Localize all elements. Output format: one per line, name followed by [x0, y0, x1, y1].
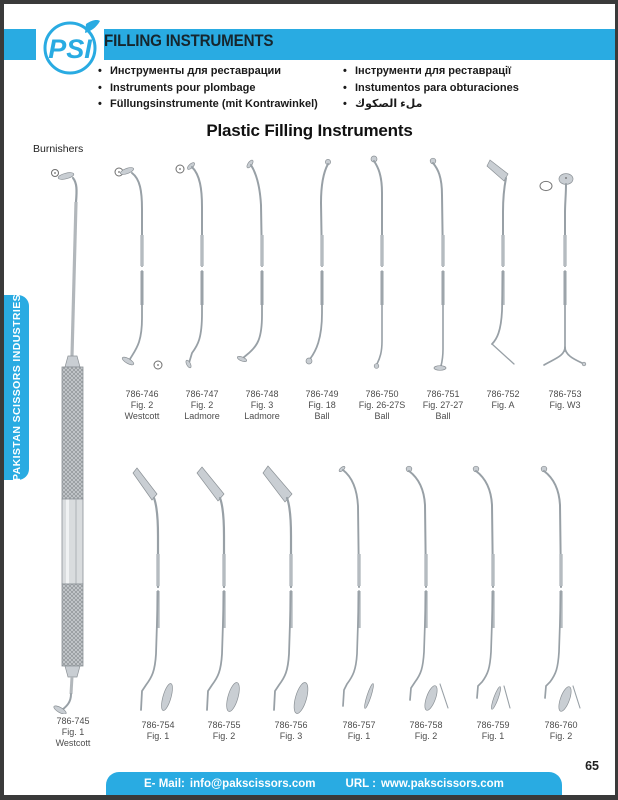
bullet-icon: • [343, 65, 347, 77]
psi-logo-icon [36, 15, 104, 81]
instrument-column-786-759 [457, 460, 529, 742]
bullet-icon: • [98, 65, 102, 77]
instrument-column-786-753 [532, 155, 598, 411]
instrument-name: Westcott [55, 738, 91, 748]
instrument-code: 786-753 [548, 389, 582, 399]
svg-text:PSI: PSI [48, 34, 92, 64]
instrument-code: 786-746 [125, 389, 159, 399]
instrument-name: Westcott [124, 411, 160, 421]
banner-title: FILLING INSTRUMENTS [104, 32, 274, 50]
instrument-name: Ball [374, 411, 390, 421]
instrument-code: 786-760 [544, 720, 578, 730]
instrument-name: Ball [435, 411, 451, 421]
instrument-image-786-752 [473, 155, 533, 387]
instrument-column-786-745 [35, 164, 111, 749]
instrument-code: 786-749 [305, 389, 339, 399]
instrument-image-786-756 [258, 460, 324, 718]
instrument-column-786-751 [410, 155, 476, 422]
instrument-fig: Fig. 1 [347, 731, 371, 741]
instrument-fig: Fig. 3 [250, 400, 274, 410]
sidebar-brand-tab [4, 295, 29, 480]
instrument-caption [548, 389, 581, 411]
instrument-fig: Fig. 2 [414, 731, 438, 741]
instrument-code: 786-747 [185, 389, 219, 399]
instrument-code: 786-748 [245, 389, 279, 399]
bullet-item [343, 96, 583, 113]
instrument-column-786-758 [390, 460, 462, 742]
psi-logo [36, 15, 104, 81]
bullet-icon: • [98, 98, 102, 110]
bullet-list-left [98, 63, 338, 113]
page-number: 65 [585, 759, 599, 773]
instrument-image-786-751 [413, 155, 473, 387]
instrument-caption [409, 720, 442, 742]
instrument-column-786-754 [122, 460, 194, 742]
instrument-fig: Fig. 2 [130, 400, 154, 410]
bullet-list-right [343, 63, 583, 113]
instrument-caption [342, 720, 375, 742]
instrument-image-786-760 [528, 460, 594, 718]
instrument-name: Ball [314, 411, 330, 421]
instrument-image-786-753 [535, 155, 595, 387]
bullet-text: Instruments pour plombage [110, 81, 256, 94]
instrument-caption [476, 720, 509, 742]
instrument-image-786-748 [232, 155, 292, 387]
instrument-fig: Fig. 26-27S [358, 400, 406, 410]
instrument-fig: Fig. 1 [481, 731, 505, 741]
instrument-fig: Fig. A [491, 400, 515, 410]
instrument-column-786-755 [188, 460, 260, 742]
instrument-image-786-754 [125, 460, 191, 718]
instrument-fig: Fig. 1 [61, 727, 85, 737]
bullet-item [98, 80, 338, 97]
instrument-caption [305, 389, 338, 422]
footer-email-label: E- Mail: [144, 777, 185, 790]
instrument-caption [359, 389, 406, 422]
instrument-fig: Fig. 2 [212, 731, 236, 741]
page-title: Plastic Filling Instruments [206, 121, 413, 140]
instrument-column-786-756 [255, 460, 327, 742]
bullet-text: Füllungsinstrumente (mit Kontrawinkel) [110, 98, 318, 110]
footer-email [144, 778, 316, 790]
instrument-image-786-755 [191, 460, 257, 718]
instrument-image-786-758 [393, 460, 459, 718]
instrument-caption [423, 389, 464, 422]
instrument-image-786-750 [352, 155, 412, 387]
instrument-fig: Fig. 1 [146, 731, 170, 741]
instrument-caption [244, 389, 280, 422]
instrument-code: 786-745 [56, 716, 90, 726]
instrument-fig: Fig. 3 [279, 731, 303, 741]
instrument-code: 786-757 [342, 720, 376, 730]
instrument-caption [56, 716, 91, 749]
footer-url-label: URL : [345, 777, 376, 790]
bullet-text: Інструменти для реставрації [355, 65, 512, 77]
instrument-image-786-746 [112, 155, 172, 387]
instrument-caption [207, 720, 240, 742]
bullet-icon: • [343, 98, 347, 110]
bullet-text: ملء الصكوك [355, 98, 423, 110]
instrument-code: 786-750 [365, 389, 399, 399]
footer-url-link[interactable]: www.pakscissors.com [380, 777, 504, 790]
instrument-caption [125, 389, 160, 422]
instrument-caption [141, 720, 174, 742]
footer-banner [106, 772, 562, 795]
instrument-column-786-749 [289, 155, 355, 422]
catalog-page [4, 4, 615, 795]
instrument-column-786-752 [470, 155, 536, 411]
instrument-name: Ladmore [244, 411, 280, 421]
instrument-fig: Fig. W3 [549, 400, 581, 410]
instrument-caption [486, 389, 519, 411]
instrument-image-786-759 [460, 460, 526, 718]
bullet-item [98, 96, 338, 113]
instrument-fig: Fig. 2 [549, 731, 573, 741]
instrument-column-786-746 [109, 155, 175, 422]
bullet-text: Instumentos para obturaciones [355, 81, 519, 94]
instrument-caption [184, 389, 220, 422]
instrument-code: 786-755 [207, 720, 241, 730]
sidebar-brand-label: PAKISTAN SCISSORS INDUSTRIES [10, 294, 23, 481]
instrument-code: 786-756 [274, 720, 308, 730]
bullet-text: Инструменты для реставрации [110, 65, 281, 77]
bullet-item [98, 63, 338, 80]
instrument-name: Ladmore [184, 411, 220, 421]
instrument-code: 786-758 [409, 720, 443, 730]
instrument-fig: Fig. 2 [190, 400, 214, 410]
bullet-item [343, 63, 583, 80]
group-label: Burnishers [33, 143, 84, 155]
instrument-code: 786-754 [141, 720, 175, 730]
instrument-code: 786-759 [476, 720, 510, 730]
instrument-column-786-750 [349, 155, 415, 422]
bullet-icon: • [343, 81, 347, 94]
instrument-column-786-748 [229, 155, 295, 422]
bullet-icon: • [98, 81, 102, 94]
instrument-image-786-747 [172, 155, 232, 387]
instrument-image-786-745 [48, 164, 98, 714]
instrument-image-786-757 [326, 460, 392, 718]
instrument-column-786-747 [169, 155, 235, 422]
instrument-column-786-760 [525, 460, 597, 742]
instrument-image-786-749 [292, 155, 352, 387]
instrument-fig: Fig. 18 [308, 400, 336, 410]
instrument-code: 786-751 [426, 389, 460, 399]
footer-url [346, 778, 504, 790]
instrument-code: 786-752 [486, 389, 520, 399]
instrument-caption [544, 720, 577, 742]
instrument-column-786-757 [323, 460, 395, 742]
instrument-fig: Fig. 27-27 [422, 400, 464, 410]
footer-email-link[interactable]: info@pakscissors.com [189, 777, 316, 790]
instrument-caption [274, 720, 307, 742]
bullet-item [343, 80, 583, 97]
